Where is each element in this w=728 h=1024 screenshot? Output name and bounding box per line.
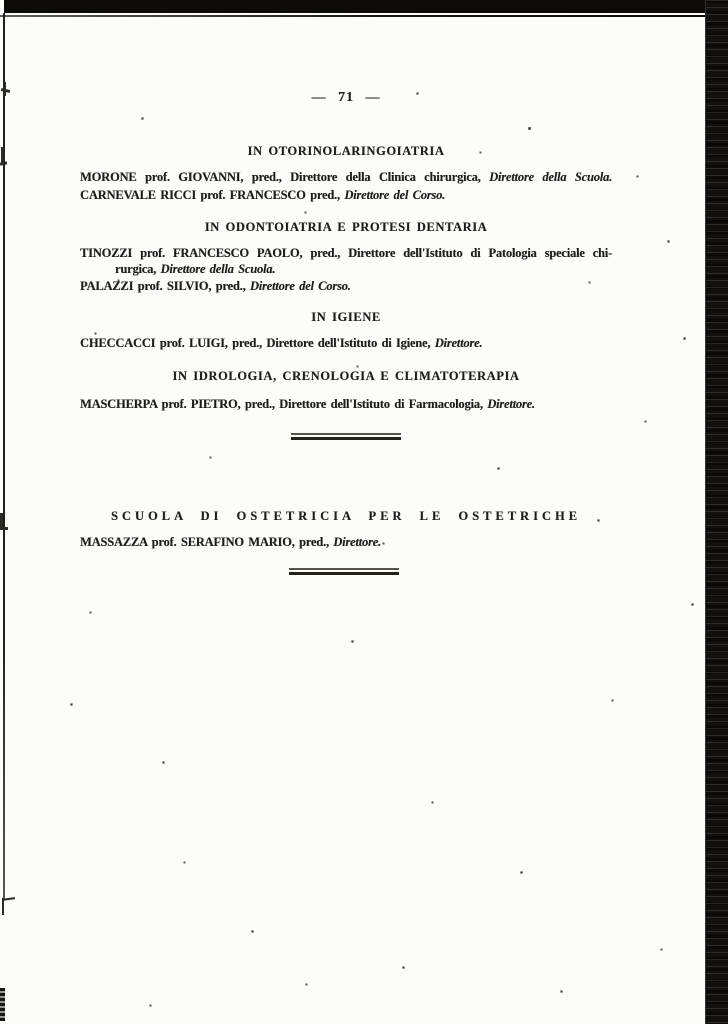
entry-line-massazza bbox=[80, 535, 612, 550]
scan-edge-left-line bbox=[3, 13, 5, 899]
entry-role: Direttore della Scuola. bbox=[160, 262, 276, 276]
scan-border-top bbox=[4, 0, 728, 13]
entry-role: Direttore del Corso. bbox=[344, 188, 446, 202]
entry-text: MASCHERPA prof. PIETRO, pred., Direttore dell'Istituto di Farmacologia, bbox=[80, 397, 488, 411]
entry-role: Direttore. bbox=[487, 397, 535, 411]
scan-border-top-thin-line bbox=[0, 15, 728, 17]
scan-mark-line-end-hook bbox=[2, 898, 4, 915]
scan-speckles bbox=[0, 0, 1, 1]
section-heading-igiene: IN IGIENE bbox=[311, 310, 381, 324]
section-heading-scuola-ostetricia: SCUOLA DI OSTETRICIA PER LE OSTETRICHE bbox=[110, 509, 582, 523]
entry-line-checcacci bbox=[80, 336, 612, 351]
section-heading-otorinolaringoiatria: IN OTORINOLARINGOIATRIA bbox=[247, 144, 445, 158]
entry-line-mascherpa bbox=[80, 397, 612, 412]
entry-line-morone bbox=[80, 170, 612, 185]
section-heading-idrologia: IN IDROLOGIA, CRENOLOGIA E CLIMATOTERAPIA bbox=[172, 369, 520, 383]
entry-text: MORONE prof. GIOVANNI, pred., Direttore della Clinica chirurgica, bbox=[80, 170, 490, 184]
entry-text: TINOZZI prof. FRANCESCO PAOLO, pred., Direttore dell'Istituto di Patologia speciale chi- bbox=[80, 246, 612, 260]
scan-mark-hook bbox=[0, 527, 8, 530]
entry-line-carnevale-ricci bbox=[80, 188, 612, 203]
entry-text: rurgica, bbox=[115, 262, 161, 276]
divider-rule bbox=[289, 568, 399, 575]
entry-line-tinozzi-continuation bbox=[115, 262, 275, 277]
entry-line-tinozzi bbox=[80, 246, 612, 261]
entry-role: Direttore del Corso. bbox=[249, 279, 351, 293]
section-heading-odontoiatria: IN ODONTOIATRIA E PROTESI DENTARIA bbox=[204, 220, 488, 234]
page-number: — 71 — bbox=[311, 90, 381, 105]
entry-role: Direttore della Scuola. bbox=[489, 170, 612, 184]
scan-mark-cross bbox=[3, 82, 6, 96]
entry-line-palazzi bbox=[80, 279, 612, 294]
entry-text: CARNEVALE RICCI prof. FRANCESCO pred., bbox=[80, 188, 345, 202]
entry-text: PALAZZI prof. SILVIO, pred., bbox=[80, 279, 250, 293]
entry-text: CHECCACCI prof. LUIGI, pred., Direttore dell'Istituto di Igiene, bbox=[80, 336, 435, 350]
entry-role: Direttore. bbox=[434, 336, 483, 350]
entry-text: MASSAZZA prof. SERAFINO MARIO, pred., bbox=[80, 535, 334, 549]
entry-role: Direttore. bbox=[333, 535, 381, 549]
scan-border-right bbox=[705, 0, 728, 1024]
scan-mark-bottom-blob bbox=[0, 988, 5, 1021]
divider-rule bbox=[291, 433, 401, 440]
